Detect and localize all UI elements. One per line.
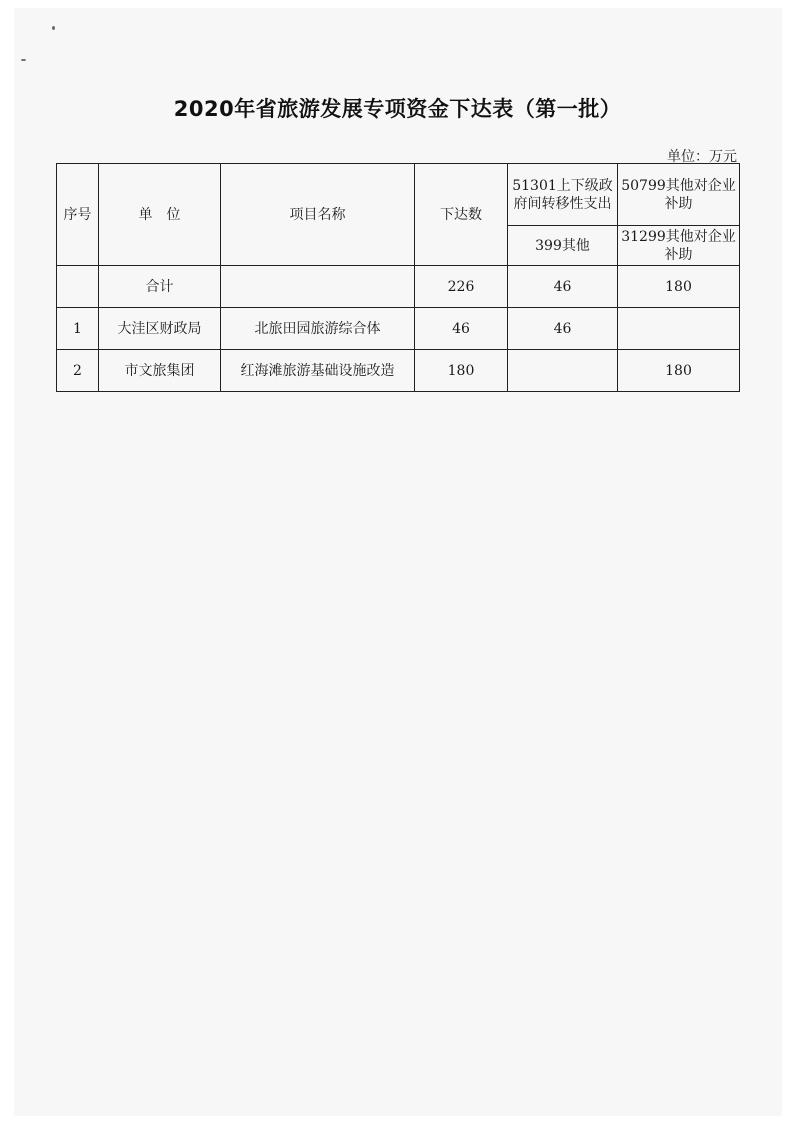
row-allocated: 180	[415, 350, 508, 392]
row-transfer: 46	[508, 308, 618, 350]
row-transfer	[508, 350, 618, 392]
header-project-name: 项目名称	[221, 164, 415, 266]
total-label: 合计	[99, 266, 221, 308]
header-index: 序号	[57, 164, 99, 266]
header-unit: 单 位	[99, 164, 221, 266]
header-subsidy-category: 50799其他对企业补助	[618, 164, 740, 226]
table-row	[57, 308, 740, 350]
table-row	[57, 350, 740, 392]
header-transfer-category: 51301上下级政府间转移性支出	[508, 164, 618, 226]
total-project	[221, 266, 415, 308]
total-allocated: 226	[415, 266, 508, 308]
header-subsidy-subcategory: 31299其他对企业补助	[618, 226, 740, 266]
scan-speck	[21, 59, 26, 61]
total-row	[57, 266, 740, 308]
row-project: 红海滩旅游基础设施改造	[221, 350, 415, 392]
document-title: 2020年省旅游发展专项资金下达表（第一批）	[173, 97, 622, 121]
row-subsidy: 180	[618, 350, 740, 392]
row-allocated: 46	[415, 308, 508, 350]
row-index: 1	[57, 308, 99, 350]
row-index: 2	[57, 350, 99, 392]
header-row	[57, 164, 740, 226]
scan-speck	[52, 26, 55, 30]
unit-label: 单位：万元	[667, 149, 737, 165]
total-index	[57, 266, 99, 308]
row-unit: 大洼区财政局	[99, 308, 221, 350]
header-allocated: 下达数	[415, 164, 508, 266]
header-transfer-subcategory: 399其他	[508, 226, 618, 266]
row-project: 北旅田园旅游综合体	[221, 308, 415, 350]
allocation-table	[56, 163, 740, 392]
row-subsidy	[618, 308, 740, 350]
row-unit: 市文旅集团	[99, 350, 221, 392]
total-transfer: 46	[508, 266, 618, 308]
total-subsidy: 180	[618, 266, 740, 308]
